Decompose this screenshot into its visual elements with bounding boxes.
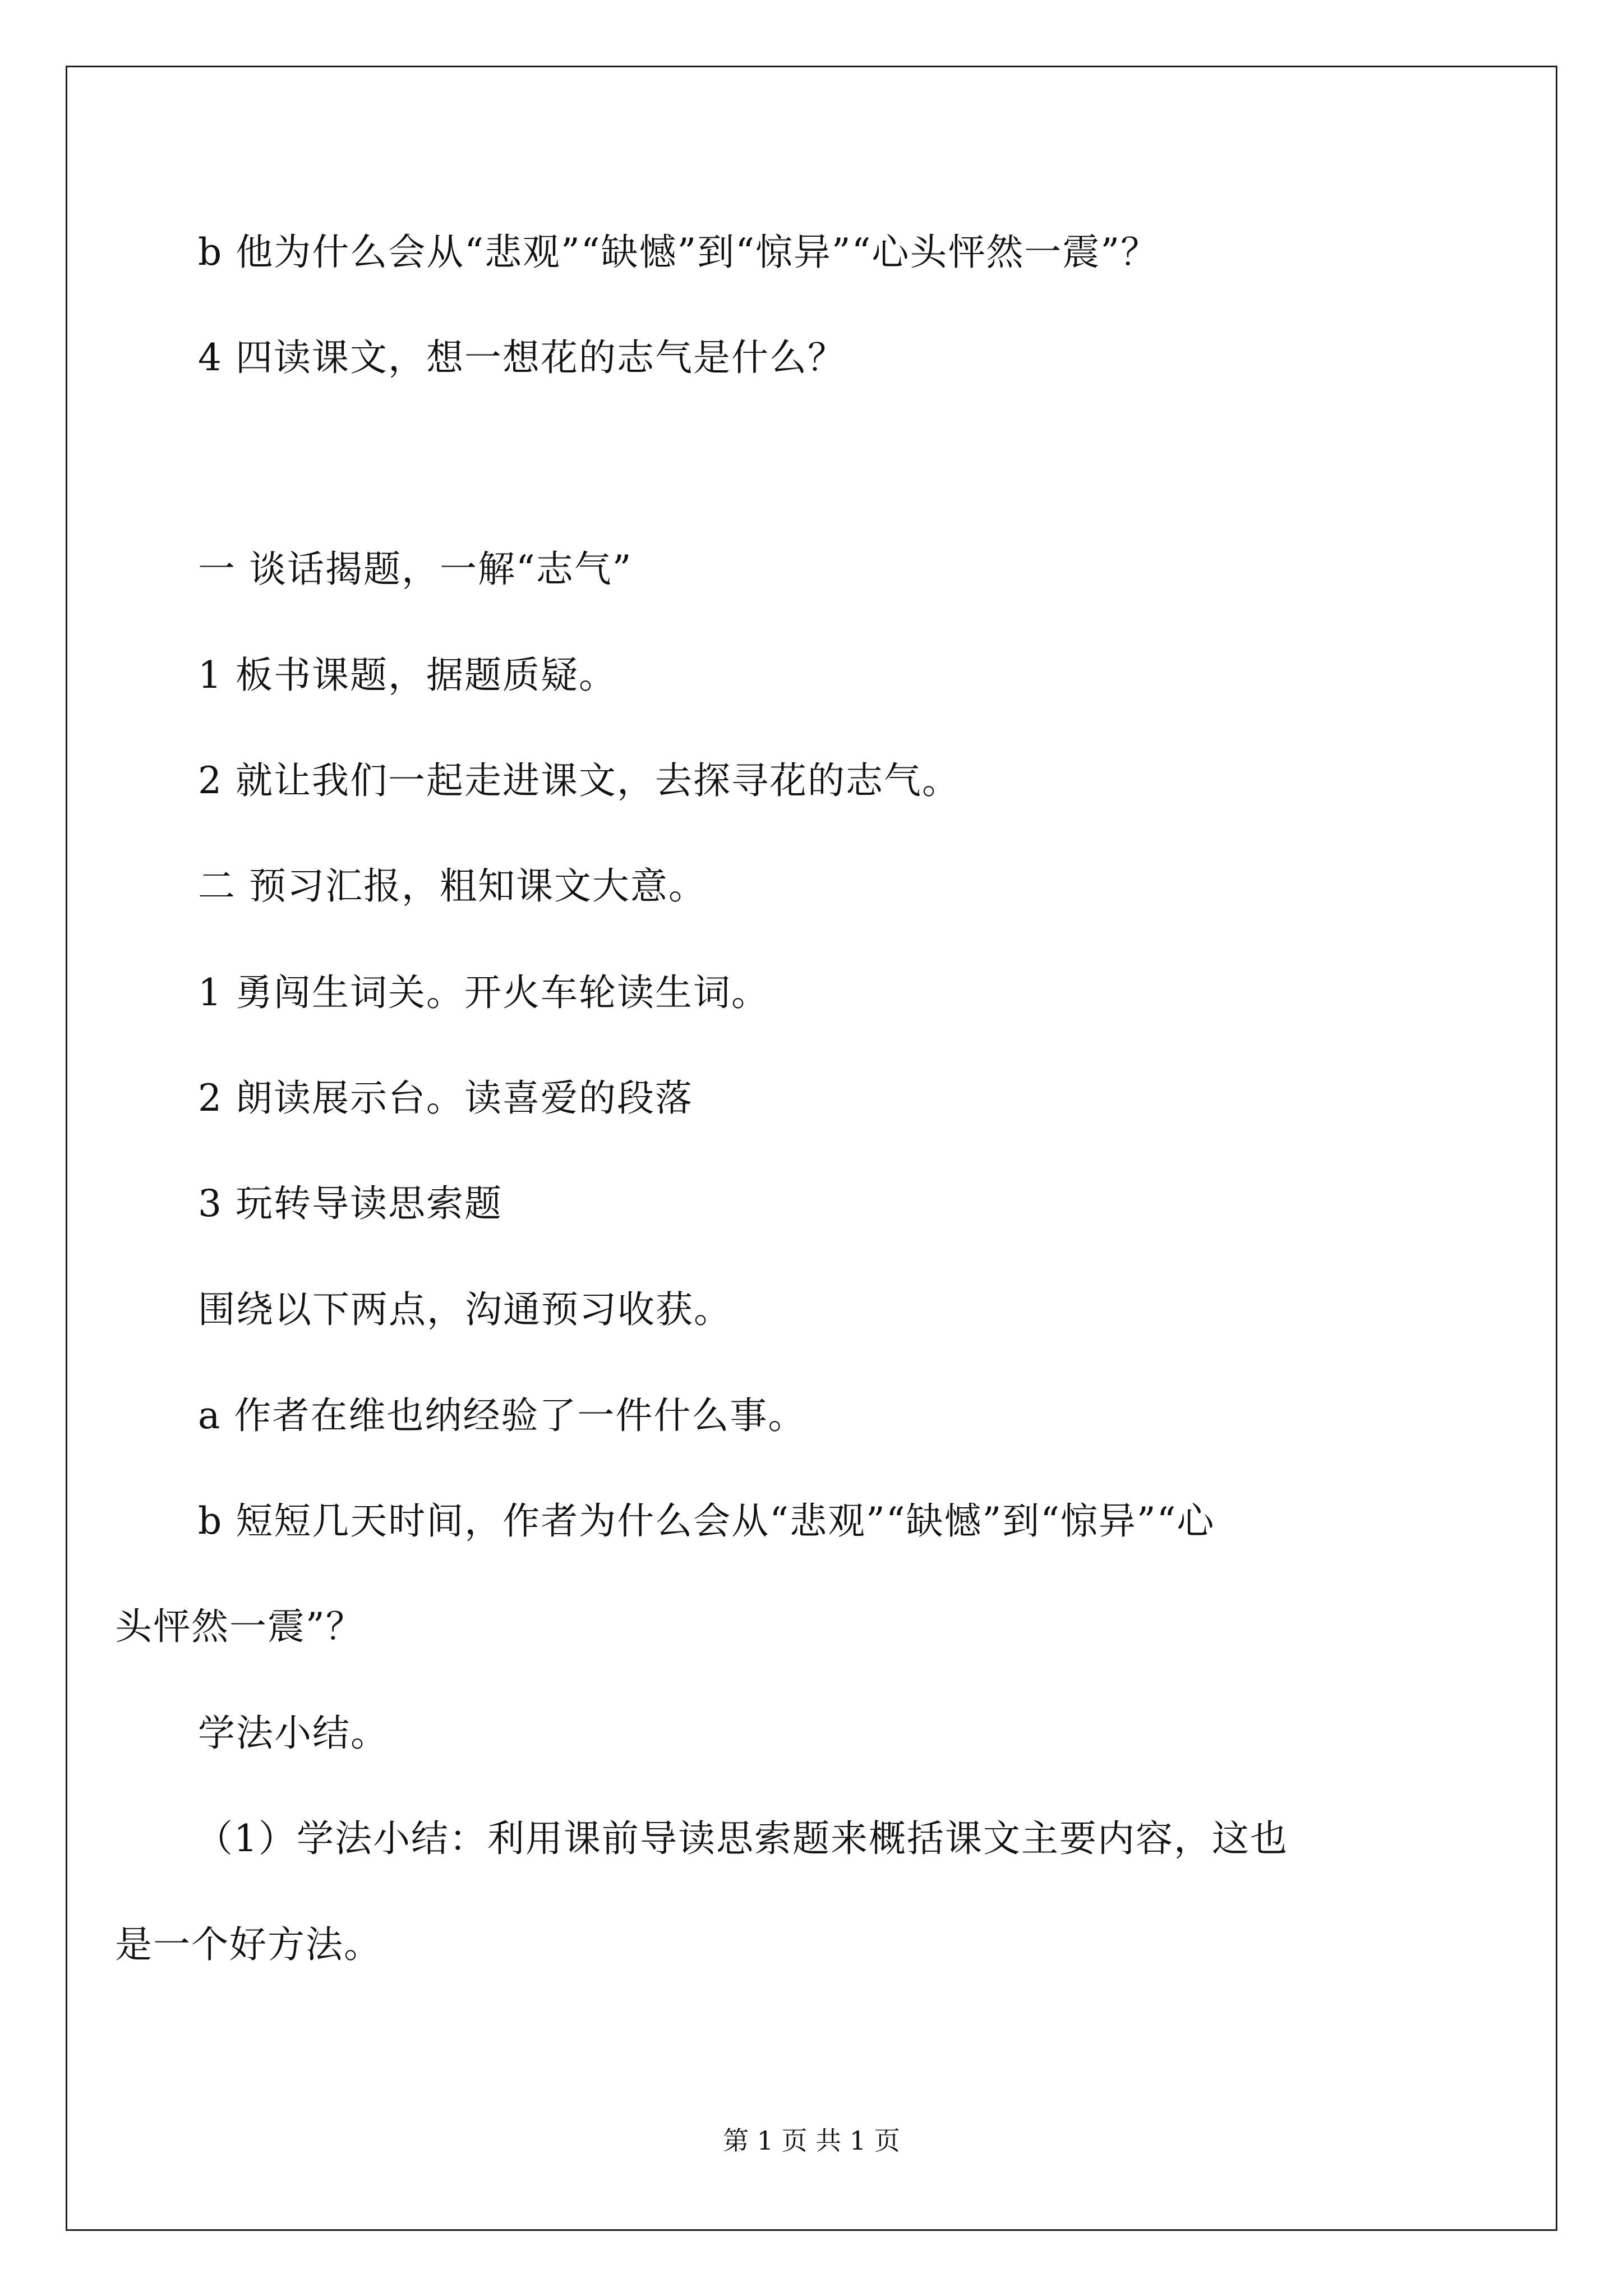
text-line: 学法小结。 (198, 1711, 389, 1755)
text-line: 2 就让我们一起走进课文，去探寻花的志气。 (198, 759, 960, 802)
page-number-footer: 第 1 页 共 1 页 (723, 2125, 900, 2156)
text-line: 4 四读课文，想一想花的志气是什么？ (198, 336, 846, 379)
text-line: 3 玩转导读思索题 (198, 1182, 502, 1225)
text-line: 1 板书课题，据题质疑。 (198, 654, 617, 697)
text-line: b 他为什么会从“悲观”“缺憾”到“惊异”“心头怦然一震”？ (198, 231, 1159, 274)
page-border (66, 66, 1557, 2231)
text-line: a 作者在维也纳经验了一件什么事。 (198, 1394, 806, 1437)
text-line: 是一个好方法。 (115, 1923, 382, 1966)
text-line: 1 勇闯生词关。开火车轮读生词。 (198, 971, 769, 1014)
text-line: 2 朗读展示台。读喜爱的段落 (198, 1076, 693, 1120)
text-line: 围绕以下两点，沟通预习收获。 (198, 1288, 732, 1331)
text-line: （1）学法小结：利用课前导读思索题来概括课文主要内容，这也 (196, 1817, 1288, 1860)
section-heading: 二 预习汇报，粗知课文大意。 (198, 864, 707, 908)
section-heading: 一 谈话揭题，一解“志气” (198, 547, 633, 591)
text-line: b 短短几天时间，作者为什么会从“悲观”“缺憾”到“惊异”“心 (198, 1499, 1215, 1543)
text-line: 头怦然一震”？ (115, 1605, 364, 1648)
